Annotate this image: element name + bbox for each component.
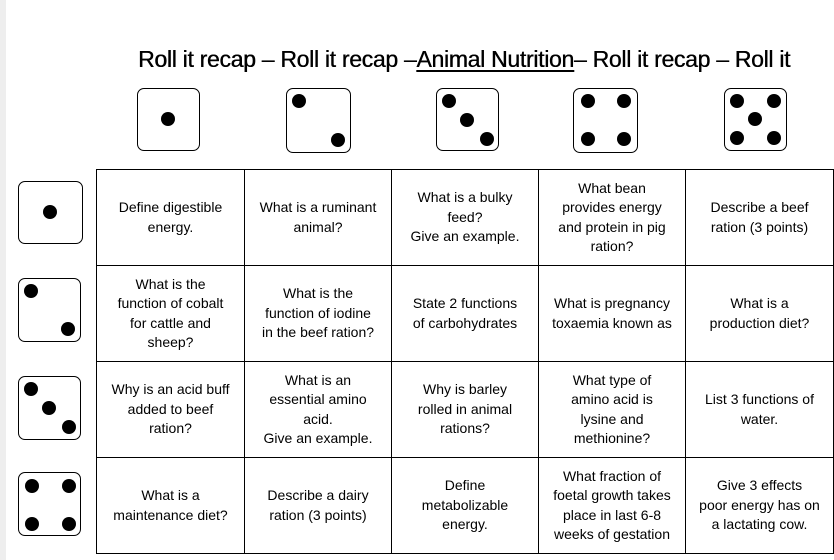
die-pip bbox=[460, 113, 474, 127]
question-text: Give 3 effects poor energy has on a lactating cow. bbox=[699, 477, 820, 533]
die-pip bbox=[617, 132, 631, 146]
grid-cell bbox=[686, 266, 834, 362]
grid-cell bbox=[686, 170, 834, 266]
grid-cell bbox=[686, 458, 834, 554]
question-text: Define digestible energy. bbox=[118, 199, 223, 235]
question-text: What is a maintenance diet? bbox=[113, 487, 228, 523]
question-text: Why is barley rolled in animal rations? bbox=[417, 381, 513, 437]
question-text: What fraction of foetal growth takes place in last 6-8 weeks of gestation bbox=[553, 467, 671, 542]
title-topic: Animal Nutrition bbox=[416, 46, 574, 72]
row-die-4 bbox=[18, 472, 81, 536]
question-text: What is the function of cobalt for cattle and sheep? bbox=[117, 275, 224, 350]
grid-cell bbox=[539, 170, 686, 266]
grid-cell bbox=[539, 362, 686, 458]
question-text: What is pregnancy toxaemia known as bbox=[552, 295, 672, 331]
die-pip bbox=[292, 94, 306, 108]
die-pip bbox=[442, 94, 456, 108]
grid-row-3 bbox=[97, 362, 834, 458]
die-pip bbox=[61, 322, 75, 336]
question-text: Describe a dairy ration (3 points) bbox=[267, 487, 369, 523]
grid-cell bbox=[245, 362, 392, 458]
question-text: Describe a beef ration (3 points) bbox=[710, 199, 809, 235]
column-die-4 bbox=[573, 88, 638, 153]
question-text: Define metabolizable energy. bbox=[421, 477, 509, 533]
question-text: What is a production diet? bbox=[709, 295, 810, 331]
grid-cell bbox=[392, 458, 539, 554]
die-pip bbox=[42, 401, 56, 415]
grid-cell bbox=[392, 362, 539, 458]
grid-row-4 bbox=[97, 458, 834, 554]
grid-cell bbox=[97, 266, 245, 362]
question-text: Why is an acid buff added to beef ration? bbox=[111, 381, 230, 437]
die-pip bbox=[62, 479, 76, 493]
title-prefix: Roll it recap – Roll it recap – bbox=[138, 46, 417, 72]
column-die-5 bbox=[724, 88, 787, 151]
grid-cell bbox=[539, 266, 686, 362]
grid-row-2 bbox=[97, 266, 834, 362]
title-suffix: – Roll it recap – Roll it bbox=[573, 46, 791, 72]
die-pip bbox=[767, 131, 781, 145]
question-grid bbox=[96, 169, 834, 554]
die-pip bbox=[62, 420, 76, 434]
die-pip bbox=[25, 479, 39, 493]
question-text: What bean provides energy and protein in pig ration? bbox=[558, 179, 666, 254]
question-text: State 2 functions of carbohydrates bbox=[412, 295, 518, 331]
question-text: List 3 functions of water. bbox=[705, 391, 814, 427]
die-pip bbox=[62, 517, 76, 531]
die-pip bbox=[480, 132, 494, 146]
grid-cell bbox=[245, 458, 392, 554]
die-pip bbox=[24, 284, 38, 298]
row-die-1 bbox=[18, 181, 83, 244]
column-die-2 bbox=[286, 88, 351, 153]
row-die-2 bbox=[18, 278, 81, 342]
page-title bbox=[138, 44, 790, 74]
page-edge bbox=[0, 0, 6, 560]
die-pip bbox=[748, 112, 762, 126]
column-die-3 bbox=[436, 88, 499, 151]
die-pip bbox=[767, 94, 781, 108]
die-pip bbox=[730, 94, 744, 108]
grid-cell bbox=[97, 362, 245, 458]
die-pip bbox=[617, 94, 631, 108]
grid-cell bbox=[97, 170, 245, 266]
question-text: What is an essential amino acid. Give an example. bbox=[263, 371, 373, 446]
grid-cell bbox=[392, 266, 539, 362]
grid-cell bbox=[539, 458, 686, 554]
grid-cell bbox=[245, 266, 392, 362]
question-text: What type of amino acid is lysine and methionine? bbox=[571, 371, 653, 446]
die-pip bbox=[581, 94, 595, 108]
grid-cell bbox=[245, 170, 392, 266]
die-pip bbox=[331, 133, 345, 147]
die-pip bbox=[24, 382, 38, 396]
question-text: What is a ruminant animal? bbox=[259, 199, 377, 235]
column-die-1 bbox=[137, 88, 200, 151]
question-text: What is the function of iodine in the beef ration? bbox=[261, 285, 375, 341]
grid-cell bbox=[392, 170, 539, 266]
row-die-3 bbox=[18, 376, 81, 440]
grid-row-1 bbox=[97, 170, 834, 266]
die-pip bbox=[25, 517, 39, 531]
die-pip bbox=[161, 112, 175, 126]
question-text: What is a bulky feed? Give an example. bbox=[410, 189, 520, 245]
grid-cell bbox=[97, 458, 245, 554]
die-pip bbox=[730, 131, 744, 145]
die-pip bbox=[43, 205, 57, 219]
die-pip bbox=[581, 132, 595, 146]
grid-cell bbox=[686, 362, 834, 458]
